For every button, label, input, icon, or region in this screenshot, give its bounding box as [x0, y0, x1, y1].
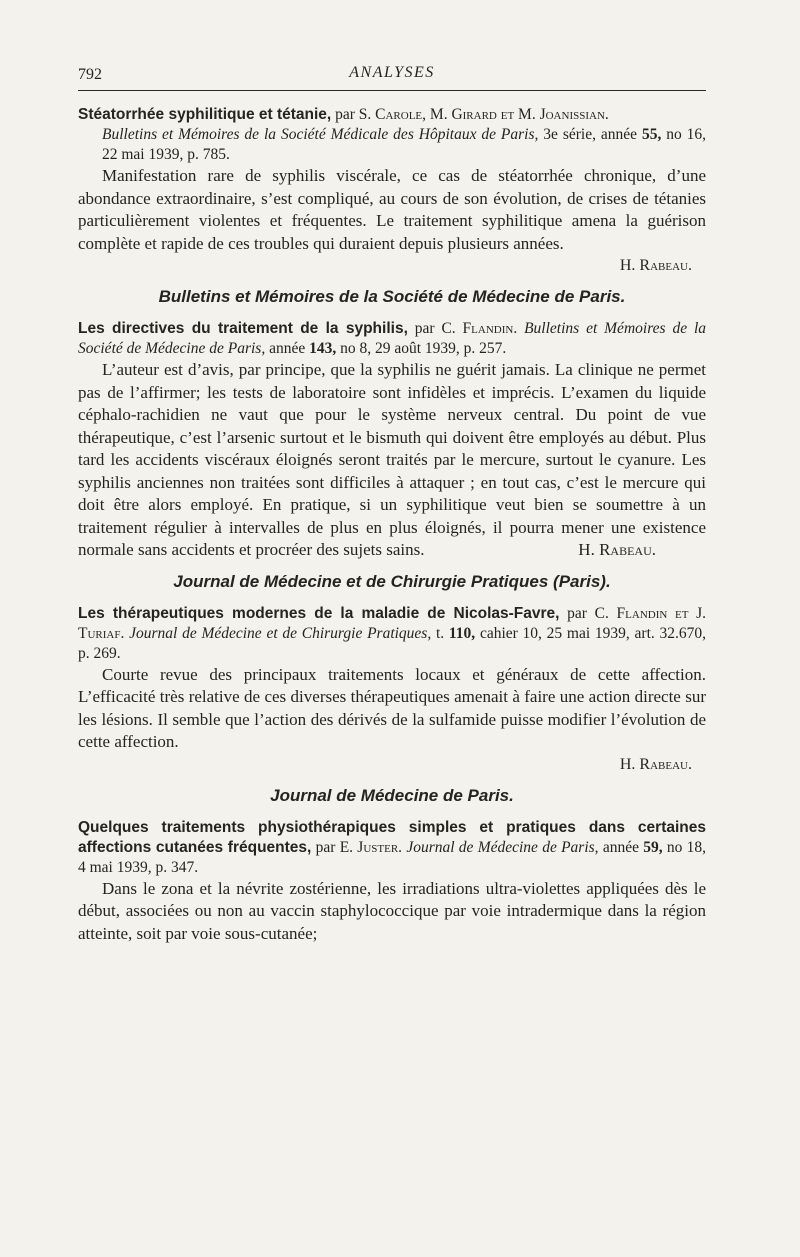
- section-heading: Journal de Médecine de Paris.: [270, 785, 514, 805]
- reviewer-signature: H. Rabeau.: [578, 540, 656, 559]
- year-label: année: [269, 340, 306, 357]
- author-name: S. Carole,: [358, 106, 427, 123]
- abstract-text: L’auteur est d’avis, par principe, que la syphilis ne guérit jamais. La clinique ne permet pas de l’affirmer; les tests de laboratoire sont infidèles et imprécis. L’examen du liquide céphalo-rachidien ne vaut que pour le système nerveux central. Du point de vue thérapeutique, c’est l’arsenic surtout et le bismuth qui doivent être employés au début. Plus tard les accidents viscéraux éloignés seront traités par le mercure, surtout le cyanure. Les syphilis anciennes non traitées sont difficiles à attaquer ; en tout cas, c’est le mercure qui doit être alors employé. En pratique, si un syphilitique veut bien se soumettre à un traitement régulier à intervalles de plus en plus éloignés, il pourra mener une existence normale sans accidents et procréer des sujets sains. H. Rabeau.: [78, 359, 706, 562]
- issue-details: no 18, 4 mai 1939, p. 347.: [78, 838, 707, 876]
- page-number: 792: [78, 66, 102, 83]
- author-prefix: par: [335, 106, 355, 123]
- journal-name: Journal de Médecine et de Chirurgie Pratiques,: [129, 624, 432, 642]
- volume-number: 55,: [641, 126, 662, 143]
- author-name: M. Girard: [429, 106, 497, 123]
- page-header: [78, 60, 706, 86]
- issue-details: no 16, 22 mai 1939, p. 785.: [102, 126, 707, 163]
- author-name: E. Juster.: [339, 838, 403, 856]
- journal-reference: [78, 125, 706, 165]
- abstract-text: Courte revue des principaux traitements locaux et généraux de cette affection. L’efficacité très relative de ces diverses thérapeutiques amenait à faire une action directe sur les lésions. Il semble que l’action des dérivés de la sulfamide puisse modifier l’évolution de cette affection.: [78, 664, 706, 751]
- journal-name: Journal de Médecine de Paris,: [406, 838, 599, 856]
- article-title: Stéatorrhée syphilitique et tétanie,: [78, 106, 332, 123]
- author-name: C. Flandin et J. Turiaf.: [78, 604, 707, 642]
- author-name: et M. Joanissian.: [500, 106, 609, 123]
- issue-details: cahier 10, 25 mai 1939, art. 32.670, p. 269.: [78, 624, 706, 662]
- article-citation: [78, 604, 706, 664]
- section-heading: Bulletins et Mémoires de la Société de Médecine de Paris.: [158, 287, 626, 306]
- year-label: année: [602, 838, 639, 856]
- volume-number: 110,: [448, 624, 476, 642]
- reviewer-signature: H. Rabeau.: [619, 755, 692, 773]
- issue-details: no 8, 29 août 1939, p. 257.: [340, 340, 507, 357]
- author-prefix: par: [567, 604, 587, 622]
- volume-number: 143,: [309, 340, 337, 357]
- page: [78, 60, 706, 945]
- abstract-text: Manifestation rare de syphilis viscérale, ce cas de stéatorrhée chronique, d’une abondance extraordinaire, s’est compliqué, au cours de son évolution, de crises de tétanies particulièrement violentes et fréquentes. Le traitement syphilitique amena la guérison complète et rapide de ces troubles qui duraient depuis plusieurs années.: [78, 166, 706, 253]
- article-citation: [78, 818, 706, 878]
- running-head: ANALYSES: [349, 64, 435, 81]
- abstract-text: Dans le zona et la névrite zostérienne, les irradiations ultra-violettes appliquées dès le début, associées ou non au vaccin staphylococcique par voie intradermique dans la région atteinte, soit par voie sous-cutanée;: [78, 878, 706, 943]
- series-label: 3e série, année: [543, 126, 638, 143]
- article-entry: [78, 818, 706, 946]
- article-title: Les thérapeutiques modernes de la maladie de Nicolas-Favre,: [78, 604, 560, 622]
- reviewer-signature: H. Rabeau.: [619, 257, 692, 274]
- section-heading: Journal de Médecine et de Chirurgie Pratiques (Paris).: [173, 571, 611, 591]
- year-label: t.: [435, 624, 445, 642]
- author-name: C. Flandin.: [441, 320, 518, 337]
- article-entry: [78, 319, 706, 562]
- article-citation: [78, 319, 706, 359]
- article-title: Quelques traitements physiothérapiques simples et pratiques dans certaines affections cutanées fréquentes,: [78, 818, 706, 856]
- article-title: Les directives du traitement de la syphilis,: [78, 320, 408, 337]
- author-prefix: par: [315, 838, 336, 856]
- volume-number: 59,: [643, 838, 663, 856]
- article-citation: [78, 105, 706, 125]
- header-rule: [78, 90, 706, 91]
- author-prefix: par: [414, 320, 435, 337]
- article-entry: [78, 604, 706, 776]
- article-entry: [78, 105, 706, 277]
- journal-name: Bulletins et Mémoires de la Société de Médecine de Paris,: [78, 320, 707, 357]
- journal-name: Bulletins et Mémoires de la Société Médicale des Hôpitaux de Paris,: [102, 126, 539, 143]
